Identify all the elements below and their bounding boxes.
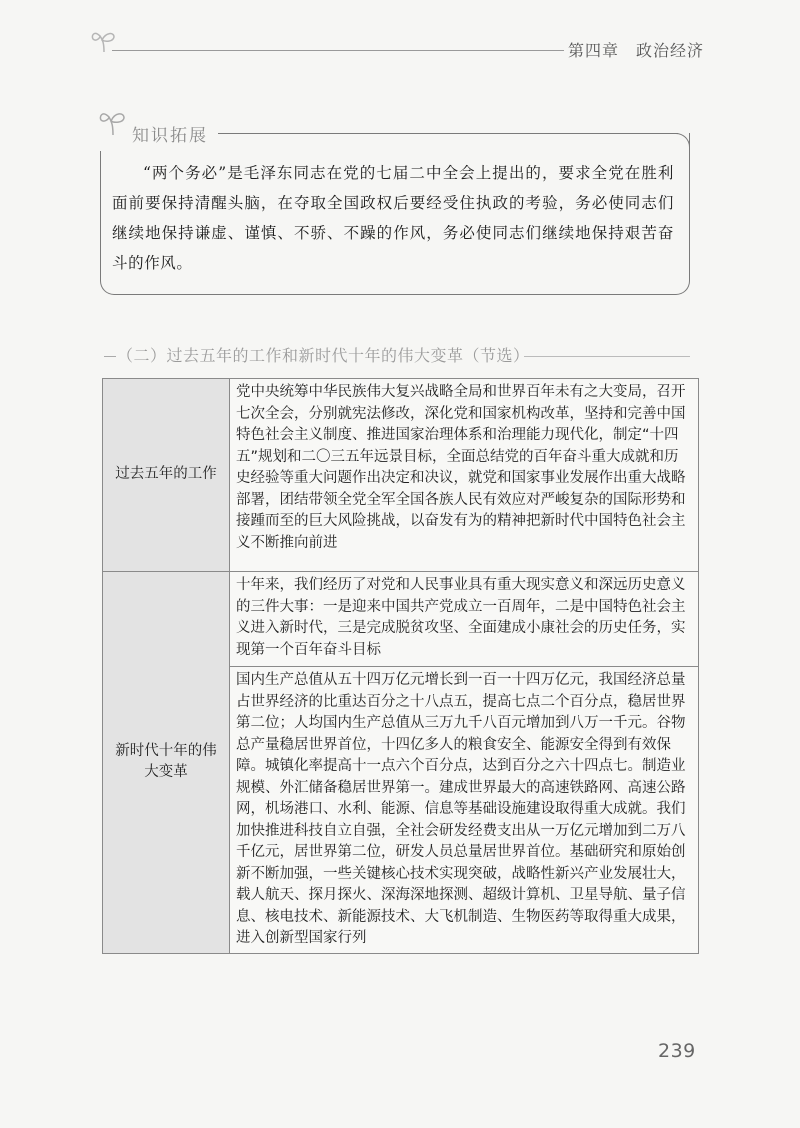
section-divider-left	[104, 356, 116, 357]
row-label: 新时代十年的伟大变革	[103, 572, 230, 954]
knowledge-box-title: 知识拓展	[132, 126, 208, 146]
section-divider-right	[524, 356, 690, 357]
content-table	[102, 378, 699, 954]
knowledge-box-gap	[99, 131, 103, 151]
table-row	[103, 572, 699, 667]
table-row	[103, 379, 699, 572]
row-label: 过去五年的工作	[103, 379, 230, 572]
row-content: 国内生产总值从五十四万亿元增长到一百一十四万亿元，我国经济总量占世界经济的比重达百分之十八点五，提高七点二个百分点，稳居世界第二位；人均国内生产总值从三万九千八百元增加到八万一千元。谷物总产量稳居世界首位，十四亿多人的粮食安全、能源安全得到有效保障。城镇化率提高十一点六个百分点，达到百分之六十四点七。制造业规模、外汇储备稳居世界第一。建成世界最大的高速铁路网、高速公路网，机场港口、水利、能源、信息等基础设施建设取得重大成就。我们加快推进科技自立自强，全社会研发经费支出从一万亿元增加到二万八千亿元，居世界第二位，研发人员总量居世界首位。基础研究和原始创新不断加强，一些关键核心技术实现突破，战略性新兴产业发展壮大，载人航天、探月探火、深海深地探测、超级计算机、卫星导航、量子信息、核电技术、新能源技术、大飞机制造、生物医药等取得重大成果，进入创新型国家行列	[230, 667, 699, 954]
section-title: （二）过去五年的工作和新时代十年的伟大变革（节选）	[117, 346, 530, 365]
row-content: 十年来，我们经历了对党和人民事业具有重大现实意义和深远历史意义的三件大事：一是迎来中国共产党成立一百周年，二是中国特色社会主义进入新时代，三是完成脱贫攻坚、全面建成小康社会的历史任务，实现第一个百年奋斗目标	[230, 572, 699, 667]
chapter-title: 第四章 政治经济	[568, 41, 705, 60]
page-number: 239	[658, 1040, 696, 1062]
knowledge-box-top-border	[218, 133, 678, 134]
row-content: 党中央统筹中华民族伟大复兴战略全局和世界百年未有之大变局，召开七次全会，分别就宪法修改，深化党和国家机构改革，坚持和完善中国特色社会主义制度、推进国家治理体系和治理能力现代化，制定“十四五”规划和二〇三五年远景目标，全面总结党的百年奋斗重大成就和历史经验等重大问题作出决定和决议，就党和国家事业发展作出重大战略部署，团结带领全党全军全国各族人民有效应对严峻复杂的国际形势和接踵而至的巨大风险挑战，以奋发有为的精神把新时代中国特色社会主义不断推向前进	[230, 379, 699, 572]
knowledge-box-text: “两个务必”是毛泽东同志在党的七届二中全会上提出的，要求全党在胜利面前要保持清醒头脑，在夺取全国政权后要经受住执政的考验，务必使同志们继续地保持谦虚、谨慎、不骄、不躁的作风，务必使同志们继续地保持艰苦奋斗的作风。	[112, 164, 674, 272]
header-divider	[112, 50, 564, 51]
